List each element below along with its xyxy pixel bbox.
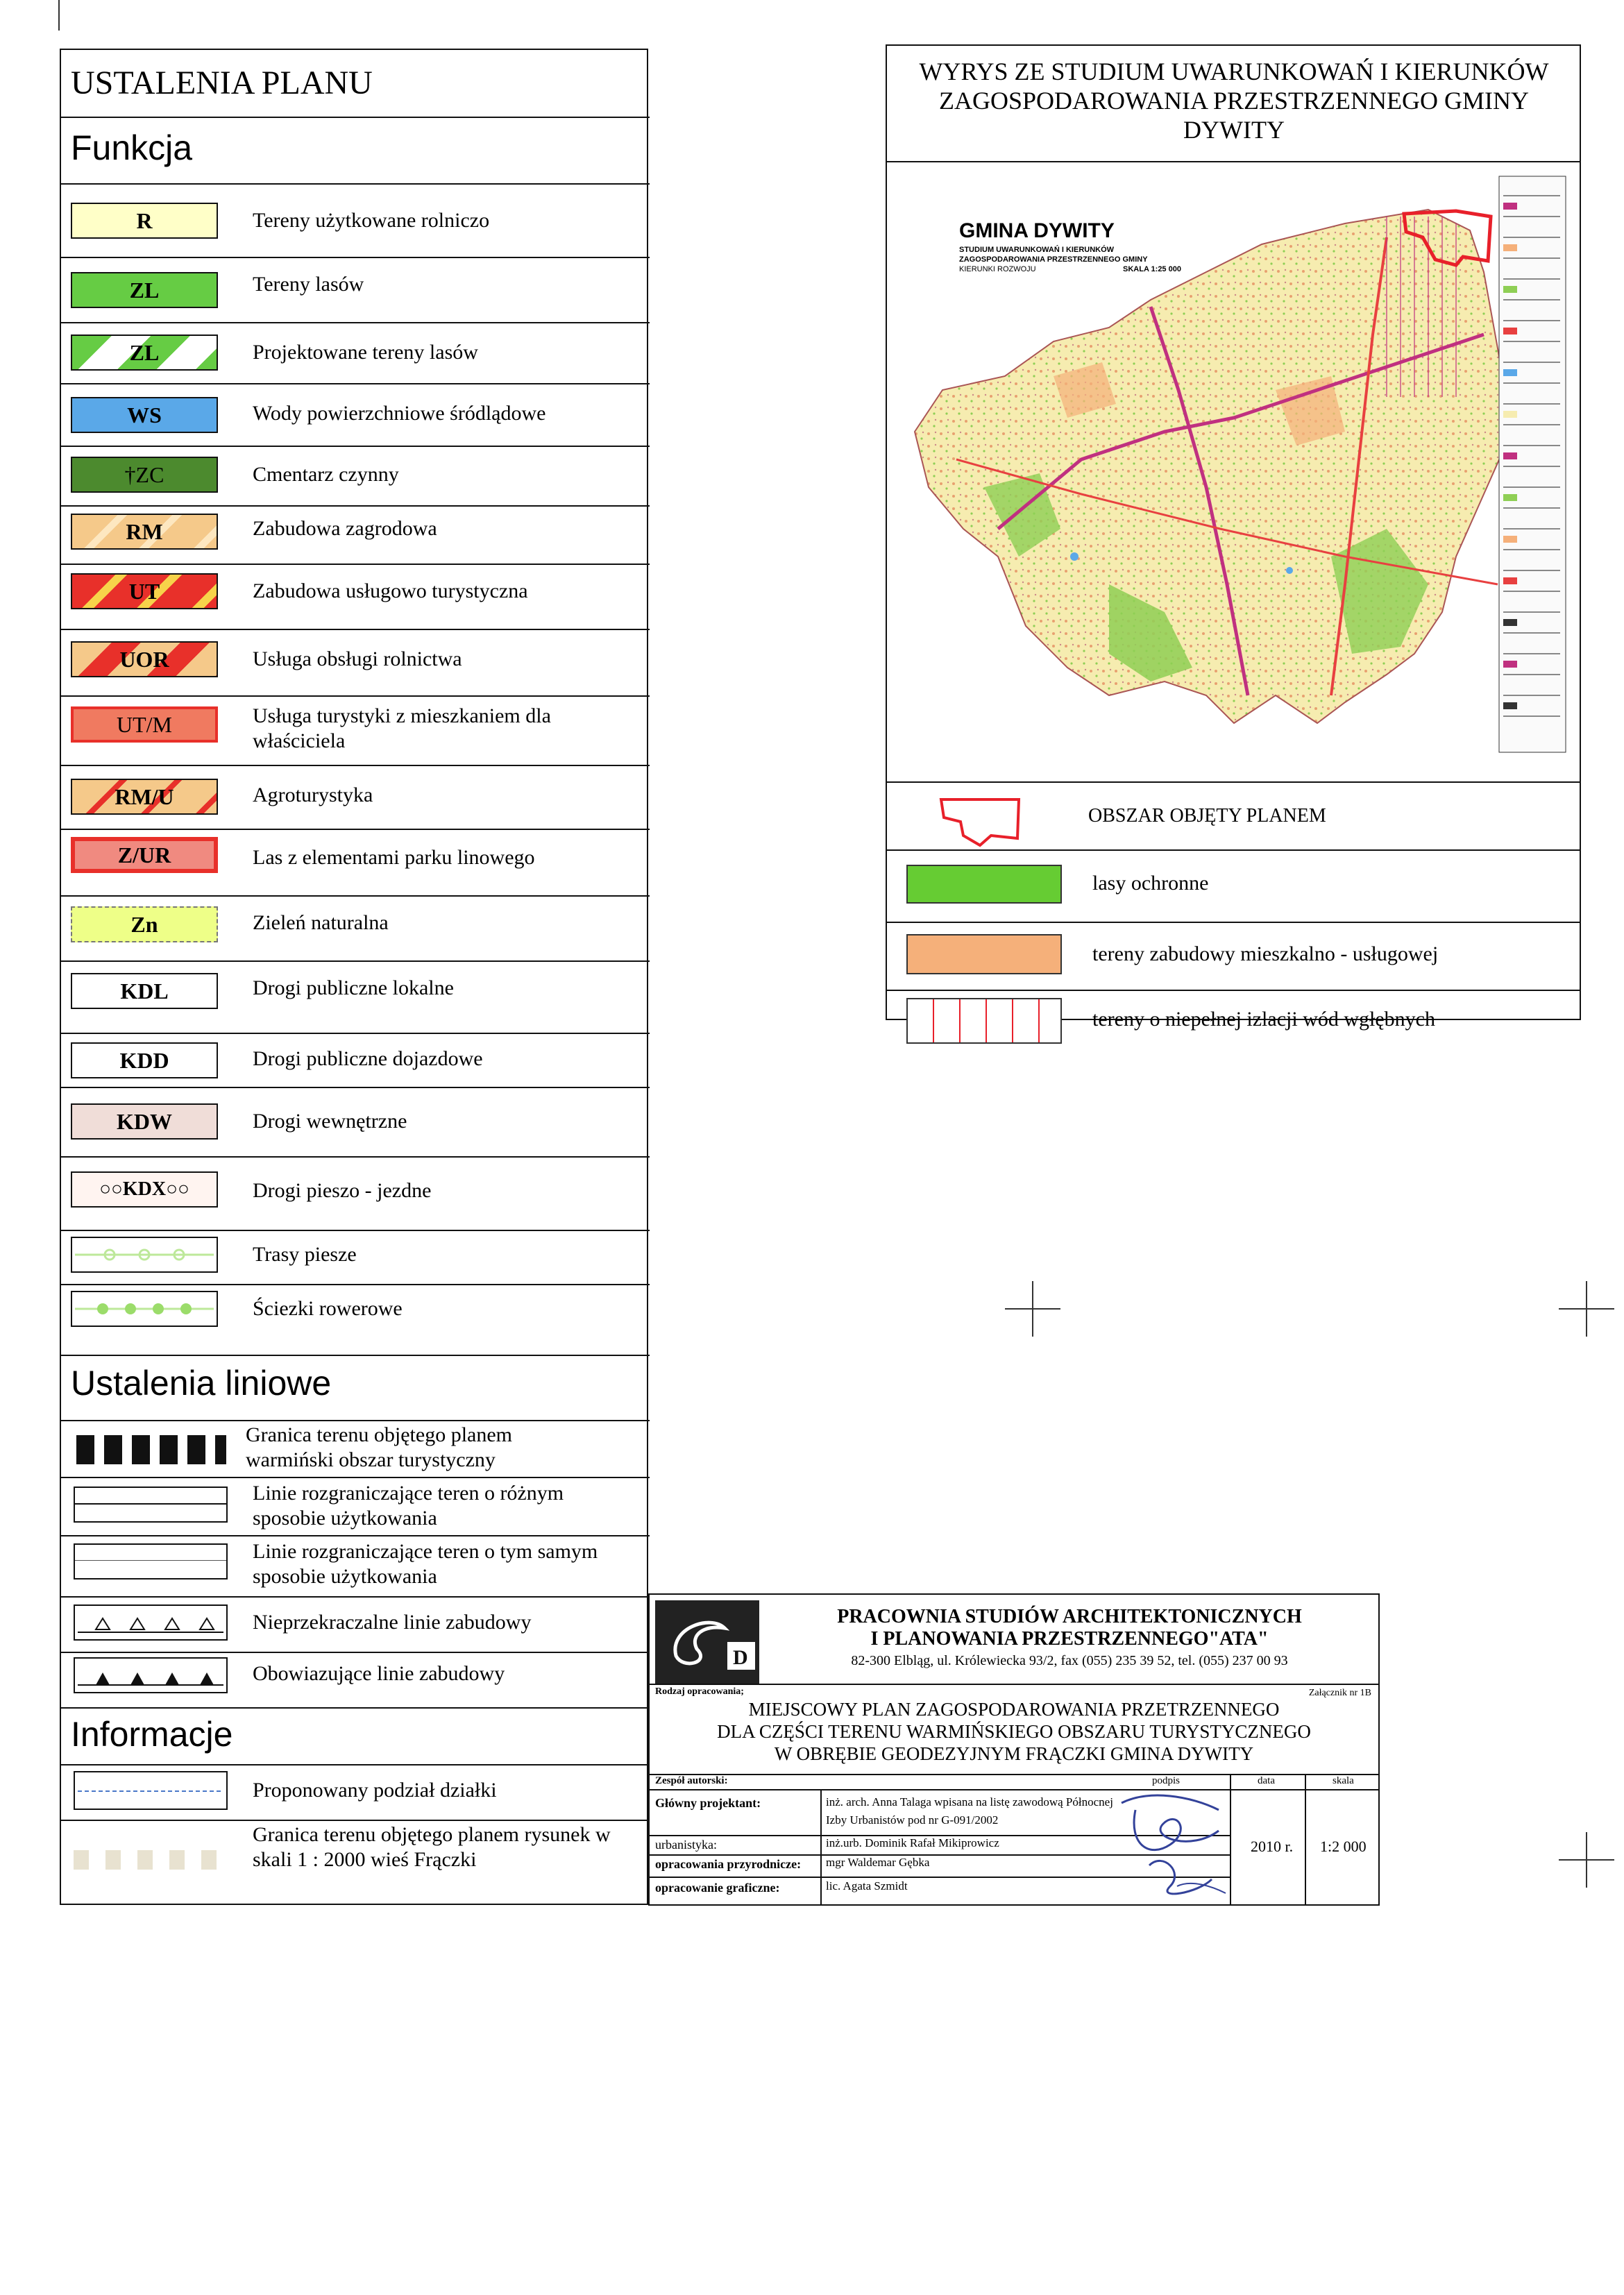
swatch-zc: †ZC xyxy=(71,457,218,493)
team-header: Zespół autorski: xyxy=(655,1775,728,1786)
swatch-utm: UT/M xyxy=(71,706,218,743)
swatch-zl: ZL xyxy=(71,272,218,308)
legend-forest-swatch xyxy=(906,865,1062,904)
legend-forest-label: lasy ochronne xyxy=(1092,872,1209,895)
building-line-open-symbol xyxy=(74,1604,228,1641)
legend-label: Drogi publiczne lokalne xyxy=(253,976,454,999)
map-subtitle-2: ZAGOSPODAROWANIA PRZESTRZENNEGO GMINY xyxy=(959,255,1148,264)
legend-label: Cmentarz czynny xyxy=(253,463,399,486)
swatch-r: R xyxy=(71,203,218,239)
signature-scribbles xyxy=(1108,1782,1233,1907)
legend-label: Zabudowa usługowo turystyczna xyxy=(253,579,528,602)
map-title: GMINA DYWITY xyxy=(959,219,1115,242)
plan-scale: 1:2 000 xyxy=(1320,1838,1367,1855)
legend-title: USTALENIA PLANU xyxy=(71,65,373,101)
legend-residential-swatch xyxy=(906,934,1062,974)
study-map xyxy=(901,168,1567,779)
liniowe-label: Nieprzekraczalne linie zabudowy xyxy=(253,1611,532,1634)
line-symbol-different xyxy=(74,1487,228,1523)
org-name-2: I PLANOWANIA PRZESTRZENNEGO"ATA" xyxy=(870,1628,1269,1650)
plan-title-3: W OBRĘBIE GEODEZYJNYM FRĄCZKI GMINA DYWITY xyxy=(774,1743,1254,1764)
svg-text:D: D xyxy=(733,1646,748,1669)
legend-plan-area-label: OBSZAR OBJĘTY PLANEM xyxy=(1088,805,1326,827)
legend-label: Drogi wewnętrzne xyxy=(253,1110,407,1133)
legend-label: Las z elementami parku linowego xyxy=(253,846,535,869)
role-urbanistyka: urbanistyka: xyxy=(655,1838,717,1852)
swatch-zl-projected: ZL xyxy=(71,334,218,371)
swatch-ws: WS xyxy=(71,397,218,433)
sign-header: podpis xyxy=(1152,1775,1181,1786)
drawing-boundary-symbol xyxy=(74,1845,228,1872)
informacje-label: Granica terenu objętego planem rysunek w skali 1 : 2000 wieś Frączki xyxy=(253,1823,611,1871)
legend-label: Ściezki rowerowe xyxy=(253,1297,403,1320)
registration-mark xyxy=(1559,1832,1614,1888)
swatch-kdx: ○○KDX○○ xyxy=(71,1171,218,1208)
line-symbol-same xyxy=(74,1543,228,1580)
study-panel xyxy=(886,44,1581,1031)
plot-division-symbol xyxy=(74,1771,228,1810)
legend-label: Tereny lasów xyxy=(253,273,364,296)
study-title: WYRYS ZE STUDIUM UWARUNKOWAŃ I KIERUNKÓW ZAGOSPODAROWANIA PRZESTRZENNEGO GMINY DYWITY xyxy=(919,58,1549,144)
legend-label: Wody powierzchniowe śródlądowe xyxy=(253,402,546,425)
footpath-symbol xyxy=(75,1241,214,1269)
legend-label: Zabudowa zagrodowa xyxy=(253,517,437,540)
building-line-solid-symbol xyxy=(74,1657,228,1693)
org-address: 82-300 Elbląg, ul. Królewiecka 93/2, fax (055) 235 39 52, tel. (055) 237 00 93 xyxy=(851,1653,1288,1668)
role-przyrodnicze: opracowania przyrodnicze: xyxy=(655,1857,802,1871)
plan-date: 2010 r. xyxy=(1251,1838,1294,1855)
name-przyrodnicze: mgr Waldemar Gębka xyxy=(826,1856,930,1869)
legend-plan-area-symbol xyxy=(936,794,1026,853)
scale-header: skala xyxy=(1333,1775,1354,1786)
name-main-designer: inż. arch. Anna Talaga wpisana na listę zawodową Północnej Izby Urbanistów pod nr G-091/2002 xyxy=(826,1795,1113,1827)
legend-residential-label: tereny zabudowy mieszkalno - usługowej xyxy=(1092,942,1439,965)
funkcja-heading: Funkcja xyxy=(71,128,193,167)
legend-isolation-label: tereny o niepełnej izlacji wód wgłębnych xyxy=(1092,1008,1435,1031)
liniowe-label: Obowiazujące linie zabudowy xyxy=(253,1662,505,1685)
attachment-number: Załącznik nr 1B xyxy=(1308,1688,1371,1698)
liniowe-heading: Ustalenia liniowe xyxy=(71,1364,332,1403)
legend-label: Drogi publiczne dojazdowe xyxy=(253,1047,483,1070)
swatch-trasy-piesze xyxy=(71,1237,218,1273)
map-subtitle-1: STUDIUM UWARUNKOWAŃ I KIERUNKÓW xyxy=(959,246,1115,254)
municipality-map xyxy=(901,168,1567,779)
swatch-sciezki-rowerowe xyxy=(71,1291,218,1327)
municipality-shape xyxy=(915,210,1512,723)
margin-line xyxy=(58,0,60,31)
boundary-symbol xyxy=(74,1432,226,1467)
plan-title-1: MIEJSCOWY PLAN ZAGOSPODAROWANIA PRZETRZENNEGO xyxy=(748,1699,1280,1720)
map-scale: SKALA 1:25 000 xyxy=(1123,265,1181,273)
informacje-label: Proponowany podział działki xyxy=(253,1779,497,1802)
title-block xyxy=(648,1593,1380,1906)
company-logo xyxy=(655,1600,759,1684)
role-main-designer: Główny projektant: xyxy=(655,1796,761,1810)
legend-label: Usługa turystyki z mieszkaniem dla właściciela xyxy=(253,704,551,752)
bikepath-symbol xyxy=(75,1295,214,1323)
swatch-kdl: KDL xyxy=(71,973,218,1009)
liniowe-label: Linie rozgraniczające teren o różnym sposobie użytkowania xyxy=(253,1482,564,1530)
swatch-rm: RM xyxy=(71,514,218,550)
swatch-zur: Z/UR xyxy=(71,837,218,873)
swatch-zn: Zn xyxy=(71,906,218,942)
informacje-heading: Informacje xyxy=(71,1715,233,1754)
legend-label: Drogi pieszo - jezdne xyxy=(253,1179,432,1202)
legend-isolation-swatch xyxy=(906,998,1062,1044)
swatch-kdd: KDD xyxy=(71,1042,218,1078)
legend-label: Zieleń naturalna xyxy=(253,911,389,934)
swatch-uor: UOR xyxy=(71,641,218,677)
legend-label: Trasy piesze xyxy=(253,1243,357,1266)
legend-label: Usługa obsługi rolnictwa xyxy=(253,647,462,670)
swatch-kdw: KDW xyxy=(71,1103,218,1140)
legend-label: Projektowane tereny lasów xyxy=(253,341,478,364)
map-subtitle-3: KIERUNKI ROZWOJU xyxy=(959,265,1036,273)
legend-label: Agroturystyka xyxy=(253,784,373,806)
plan-title-2: DLA CZĘŚCI TERENU WARMIŃSKIEGO OBSZARU TURYSTYCZNEGO xyxy=(717,1721,1311,1742)
legend-label: Tereny użytkowane rolniczo xyxy=(253,209,490,232)
liniowe-label: Linie rozgraniczające teren o tym samym sposobie użytkowania xyxy=(253,1540,598,1588)
rodzaj-label: Rodzaj opracowania; xyxy=(655,1686,744,1697)
registration-mark xyxy=(1559,1281,1614,1337)
registration-mark xyxy=(1005,1281,1060,1337)
date-header: data xyxy=(1258,1775,1275,1786)
role-graficzne: opracowanie graficzne: xyxy=(655,1881,780,1895)
name-urbanistyka: inż.urb. Dominik Rafał Mikiprowicz xyxy=(826,1836,999,1849)
name-graficzne: lic. Agata Szmidt xyxy=(826,1879,908,1892)
org-name-1: PRACOWNIA STUDIÓW ARCHITEKTONICZNYCH xyxy=(837,1606,1302,1627)
swatch-ut: UT xyxy=(71,573,218,609)
legend-panel xyxy=(60,49,648,1905)
swatch-rmu: RM/U xyxy=(71,779,218,815)
liniowe-label: Granica terenu objętego planem warmiński obszar turystyczny xyxy=(246,1423,512,1471)
